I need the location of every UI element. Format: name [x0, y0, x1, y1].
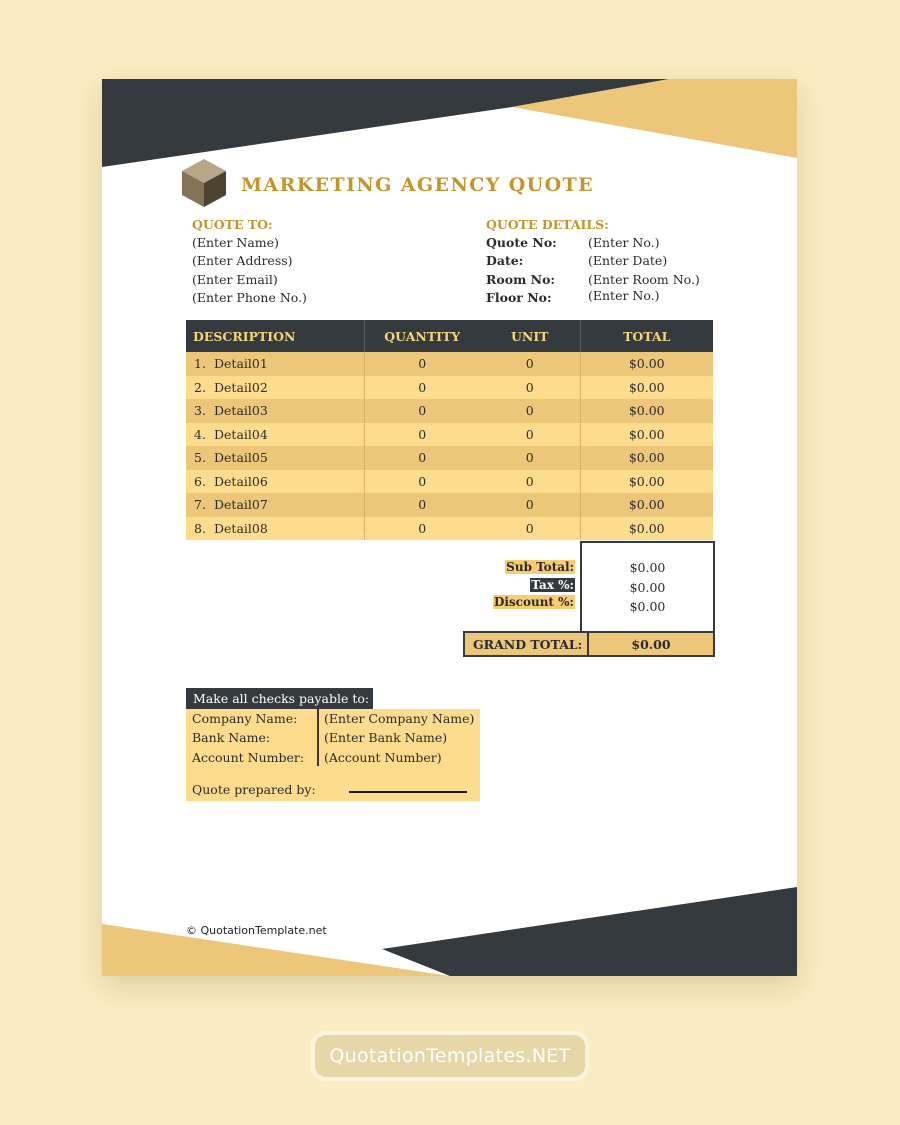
quantity-cell: 0: [364, 470, 480, 494]
prepared-by-label: Quote prepared by:: [192, 782, 316, 797]
quote-document: [102, 79, 797, 976]
top-dark-band: [102, 79, 669, 167]
bank-name-value: (Enter Bank Name): [324, 730, 448, 745]
total-cell: $0.00: [580, 399, 713, 423]
table-row: [186, 493, 713, 517]
table-row: [186, 470, 713, 494]
grand-total-value: $0.00: [587, 633, 713, 655]
quote-to-heading: QUOTE TO:: [192, 217, 273, 232]
cube-icon: [179, 157, 229, 209]
discount-value: $0.00: [629, 599, 666, 614]
tax-label: Tax %:: [531, 578, 574, 592]
quantity-cell: 0: [364, 517, 480, 541]
total-cell: $0.00: [580, 352, 713, 376]
table-row: [186, 352, 713, 376]
unit-cell: 0: [480, 446, 580, 470]
row-description: Detail02: [214, 379, 268, 395]
unit-cell: 0: [480, 352, 580, 376]
copyright-text: © QuotationTemplate.net: [186, 924, 327, 937]
description-cell: [186, 376, 364, 400]
payment-divider: [317, 709, 319, 766]
unit-cell: 0: [480, 376, 580, 400]
unit-cell: 0: [480, 517, 580, 541]
company-name-label: Company Name:: [192, 711, 298, 726]
row-number: 3.: [194, 403, 206, 419]
description-cell: [186, 399, 364, 423]
subtotal-label: Sub Total:: [506, 560, 574, 574]
floor-no-label: Floor No:: [486, 290, 552, 305]
unit-cell: 0: [480, 493, 580, 517]
table-row: [186, 399, 713, 423]
quote-to-phone: (Enter Phone No.): [192, 290, 307, 305]
company-name-value: (Enter Company Name): [324, 711, 475, 726]
discount-label: Discount %:: [493, 595, 574, 609]
items-table: [186, 320, 713, 540]
quote-no-label: Quote No:: [486, 235, 557, 250]
row-number: 7.: [194, 497, 206, 513]
account-number-label: Account Number:: [192, 750, 305, 765]
items-header-row: [186, 320, 713, 352]
quote-to-address: (Enter Address): [192, 253, 293, 268]
watermark-badge: [311, 1031, 589, 1081]
date-label: Date:: [486, 253, 524, 268]
quote-to-email: (Enter Email): [192, 272, 278, 287]
floor-no-value: (Enter No.): [588, 288, 660, 303]
description-cell: [186, 423, 364, 447]
total-cell: $0.00: [580, 517, 713, 541]
description-cell: [186, 470, 364, 494]
row-description: Detail04: [214, 426, 268, 442]
description-cell: [186, 517, 364, 541]
row-description: Detail03: [214, 403, 268, 419]
room-no-value: (Enter Room No.): [588, 272, 700, 287]
quote-no-value: (Enter No.): [588, 235, 660, 250]
row-number: 8.: [194, 520, 206, 536]
document-title: MARKETING AGENCY QUOTE: [241, 174, 595, 196]
row-description: Detail07: [214, 497, 268, 513]
quantity-cell: 0: [364, 352, 480, 376]
table-row: [186, 446, 713, 470]
row-description: Detail06: [214, 473, 268, 489]
total-cell: $0.00: [580, 493, 713, 517]
row-description: Detail05: [214, 450, 268, 466]
watermark-text: QuotationTemplates.NET: [315, 1035, 585, 1077]
description-cell: [186, 493, 364, 517]
grand-total-row: [463, 631, 715, 657]
table-row: [186, 517, 713, 541]
quantity-cell: 0: [364, 493, 480, 517]
description-cell: [186, 446, 364, 470]
grand-total-label: GRAND TOTAL:: [473, 636, 583, 652]
subtotal-value: $0.00: [629, 560, 666, 575]
row-description: Detail08: [214, 520, 268, 536]
quantity-cell: 0: [364, 399, 480, 423]
row-number: 5.: [194, 450, 206, 466]
quote-details-heading: QUOTE DETAILS:: [486, 217, 609, 232]
quantity-cell: 0: [364, 423, 480, 447]
quote-to-name: (Enter Name): [192, 235, 279, 250]
row-description: Detail01: [214, 356, 268, 372]
row-number: 2.: [194, 379, 206, 395]
table-row: [186, 376, 713, 400]
header-total: TOTAL: [580, 320, 713, 352]
row-number: 6.: [194, 473, 206, 489]
bank-name-label: Bank Name:: [192, 730, 271, 745]
tax-value: $0.00: [629, 580, 666, 595]
row-number: 4.: [194, 426, 206, 442]
unit-cell: 0: [480, 423, 580, 447]
signature-line: [349, 791, 467, 793]
bottom-dark-band: [382, 887, 797, 976]
table-row: [186, 423, 713, 447]
total-cell: $0.00: [580, 423, 713, 447]
total-cell: $0.00: [580, 376, 713, 400]
header-description: DESCRIPTION: [186, 320, 364, 352]
unit-cell: 0: [480, 399, 580, 423]
total-cell: $0.00: [580, 446, 713, 470]
header-unit: UNIT: [480, 320, 580, 352]
payment-heading: Make all checks payable to:: [186, 688, 373, 709]
account-number-value: (Account Number): [324, 750, 442, 765]
quantity-cell: 0: [364, 446, 480, 470]
row-number: 1.: [194, 356, 206, 372]
quantity-cell: 0: [364, 376, 480, 400]
total-cell: $0.00: [580, 470, 713, 494]
date-value: (Enter Date): [588, 253, 668, 268]
unit-cell: 0: [480, 470, 580, 494]
description-cell: [186, 352, 364, 376]
header-quantity: QUANTITY: [364, 320, 480, 352]
room-no-label: Room No:: [486, 272, 556, 287]
